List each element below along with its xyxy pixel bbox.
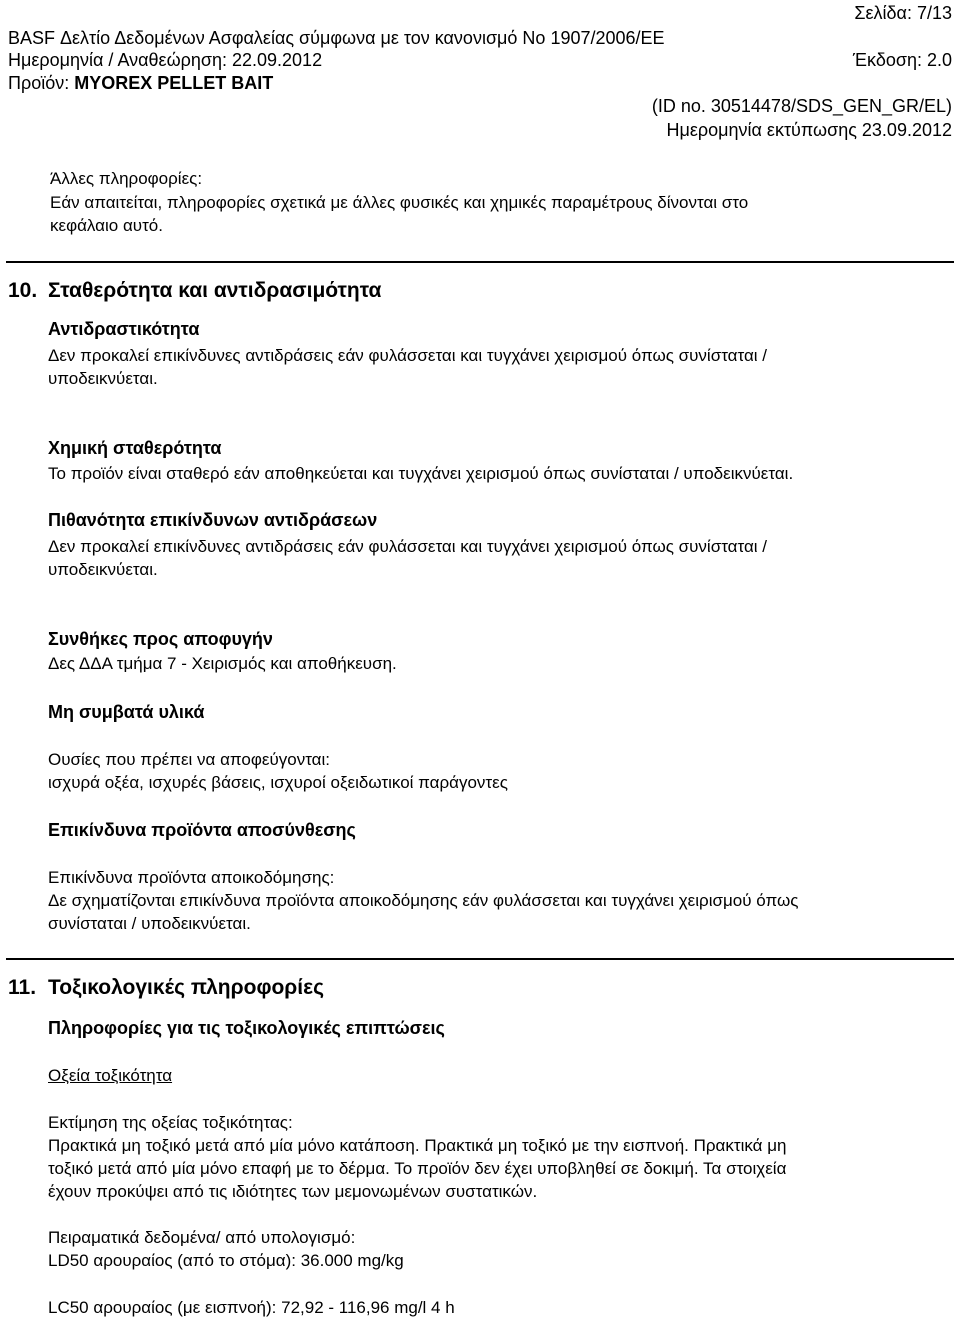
other-info-line1: Εάν απαιτείται, πληροφορίες σχετικά με άλλες φυσικές και χημικές παραμέτρους δίνονται στο — [50, 193, 749, 212]
substances-to-avoid-label: Ουσίες που πρέπει να αποφεύγονται: — [48, 750, 331, 769]
print-date: Ημερομηνία εκτύπωσης 23.09.2012 — [666, 120, 952, 140]
product-name: MYOREX PELLET BAIT — [74, 73, 274, 93]
decomposition-products-label: Επικίνδυνα προϊόντα αποικοδόμησης: — [48, 868, 335, 887]
reactivity-heading: Αντιδραστικότητα — [48, 319, 200, 339]
decomposition-products-text-1: Δε σχηματίζονται επικίνδυνα προϊόντα αποικοδόμησης εάν φυλάσσεται και τυγχάνει χειρισμού όπως — [48, 891, 799, 910]
id-number: (ID no. 30514478/SDS_GEN_GR/EL) — [651, 96, 952, 116]
acute-toxicity-assessment-2: τοξικό μετά από μία μόνο επαφή με το δέρμα. Το προϊόν δεν έχει υποβληθεί σε δοκιμή. Τα στοιχεία — [48, 1159, 787, 1178]
reactivity-text-1: Δεν προκαλεί επικίνδυνες αντιδράσεις εάν φυλάσσεται και τυγχάνει χειρισμού όπως συνίσταται / — [48, 346, 768, 365]
acute-toxicity-assessment-3: έχουν προκύψει από τις ιδιότητες των μεμονωμένων συστατικών. — [48, 1182, 538, 1201]
toxicological-effects-heading: Πληροφορίες για τις τοξικολογικές επιπτώσεις — [48, 1018, 445, 1038]
section-11-title: Τοξικολογικές πληροφορίες — [48, 976, 325, 999]
other-info-line2: κεφάλαιο αυτό. — [50, 216, 163, 235]
chemical-stability-heading: Χημική σταθερότητα — [48, 438, 222, 458]
experimental-data-label: Πειραματικά δεδομένα/ από υπολογισμό: — [48, 1228, 356, 1247]
other-info-title: Άλλες πληροφορίες: — [50, 169, 203, 188]
reactivity-text-2: υποδεικνύεται. — [48, 369, 158, 388]
hazardous-reactions-text-2: υποδεικνύεται. — [48, 560, 158, 579]
chemical-stability-text: Το προϊόν είναι σταθερό εάν αποθηκεύεται και τυγχάνει χειρισμού όπως συνίσταται / υποδεικνύεται. — [48, 464, 794, 483]
hazardous-reactions-heading: Πιθανότητα επικίνδυνων αντιδράσεων — [48, 510, 378, 530]
decomposition-products-text-2: συνίσταται / υποδεικνύεται. — [48, 914, 251, 933]
section-11-number: 11. — [8, 976, 37, 999]
product-line — [8, 72, 273, 94]
acute-toxicity-assessment-1: Πρακτικά μη τοξικό μετά από μία μόνο κατάποση. Πρακτικά μη τοξικό με την εισπνοή. Πρακτικά μη — [48, 1136, 787, 1155]
section-divider — [6, 261, 954, 263]
conditions-to-avoid-heading: Συνθήκες προς αποφυγήν — [48, 629, 273, 649]
version: Έκδοση: 2.0 — [852, 50, 952, 70]
incompatible-materials-heading: Μη συμβατά υλικά — [48, 702, 205, 722]
conditions-to-avoid-text: Δες ΔΔΑ τμήμα 7 - Χειρισμός και αποθήκευση. — [48, 654, 397, 673]
lc50-value: LC50 αρουραίος (με εισπνοή): 72,92 - 116,96 mg/l 4 h — [48, 1298, 455, 1317]
decomposition-products-heading: Επικίνδυνα προϊόντα αποσύνθεσης — [48, 820, 356, 840]
acute-toxicity-assessment-label: Εκτίμηση της οξείας τοξικότητας: — [48, 1113, 293, 1132]
acute-toxicity-heading: Οξεία τοξικότητα — [48, 1066, 173, 1085]
section-10-number: 10. — [8, 279, 38, 302]
section-divider — [6, 958, 954, 960]
revision-date: Ημερομηνία / Αναθεώρηση: 22.09.2012 — [8, 50, 323, 70]
hazardous-reactions-text-1: Δεν προκαλεί επικίνδυνες αντιδράσεις εάν φυλάσσεται και τυγχάνει χειρισμού όπως συνίσταται / — [48, 537, 768, 556]
section-10-title: Σταθερότητα και αντιδρασιμότητα — [48, 279, 382, 302]
product-label: Προϊόν: — [8, 73, 70, 93]
page-number: Σελίδα: 7/13 — [854, 3, 952, 23]
substances-to-avoid-text: ισχυρά οξέα, ισχυρές βάσεις, ισχυροί οξειδωτικοί παράγοντες — [48, 773, 508, 792]
ld50-value: LD50 αρουραίος (από το στόμα): 36.000 mg/kg — [48, 1251, 404, 1270]
sds-header-line: BASF Δελτίο Δεδομένων Ασφαλείας σύμφωνα με τον κανονισμό Νο 1907/2006/ΕΕ — [8, 28, 665, 48]
